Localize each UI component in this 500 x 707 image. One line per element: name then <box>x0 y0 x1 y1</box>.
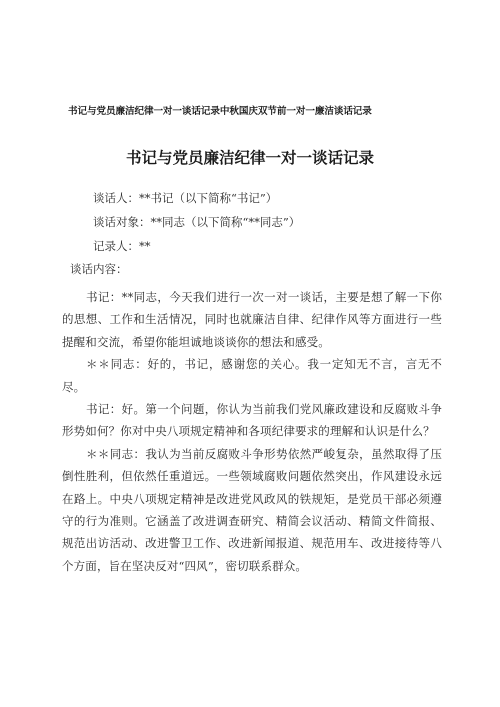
paragraph-comrade-reply-2: ＊＊同志：我认为当前反腐败斗争形势依然严峻复杂，虽然取得了压倒性胜利，但依然任重道远。一些领域腐败问题依然突出，作风建设永远在路上。中央八项规定精神是改进党风政风的铁规矩，是党员干部必须遵守的行为准则。它涵盖了改进调查研究、精简会议活动、精简文件简报、规范出访活动、改进警卫工作、改进新闻报道、规范用车、改进接待等八个方面，旨在坚决反对“四风”，密切联系群众。 <box>62 446 442 573</box>
meta-speaker: 谈话人：**书记（以下简称“书记”） <box>93 191 278 205</box>
meta-target: 谈话对象：**同志（以下简称“**同志”） <box>93 215 301 229</box>
paragraph-secretary-opening: 书记：**同志，今天我们进行一次一对一谈话，主要是想了解一下你的思想、工作和生活情况，同时也就廉洁自律、纪律作风等方面进行一些提醒和交流，希望你能坦诚地谈谈你的想法和感受。 <box>62 290 442 349</box>
meta-content-label: 谈话内容： <box>70 262 128 276</box>
meta-recorder: 记录人：** <box>93 239 151 253</box>
paragraph-secretary-question-1: 书记：好。第一个问题，你认为当前我们党风廉政建设和反腐败斗争形势如何？你对中央八项规定精神和各项纪律要求的理解和认识是什么？ <box>62 402 442 439</box>
paragraph-comrade-reply-1: ＊＊同志：好的，书记，感谢您的关心。我一定知无不言，言无不尽。 <box>62 357 442 394</box>
document-title: 书记与党员廉洁纪律一对一谈话记录 <box>125 149 374 167</box>
document-header: 书记与党员廉洁纪律一对一谈话记录中秋国庆双节前一对一廉洁谈话记录 <box>68 106 372 117</box>
conversation-body <box>62 286 442 577</box>
